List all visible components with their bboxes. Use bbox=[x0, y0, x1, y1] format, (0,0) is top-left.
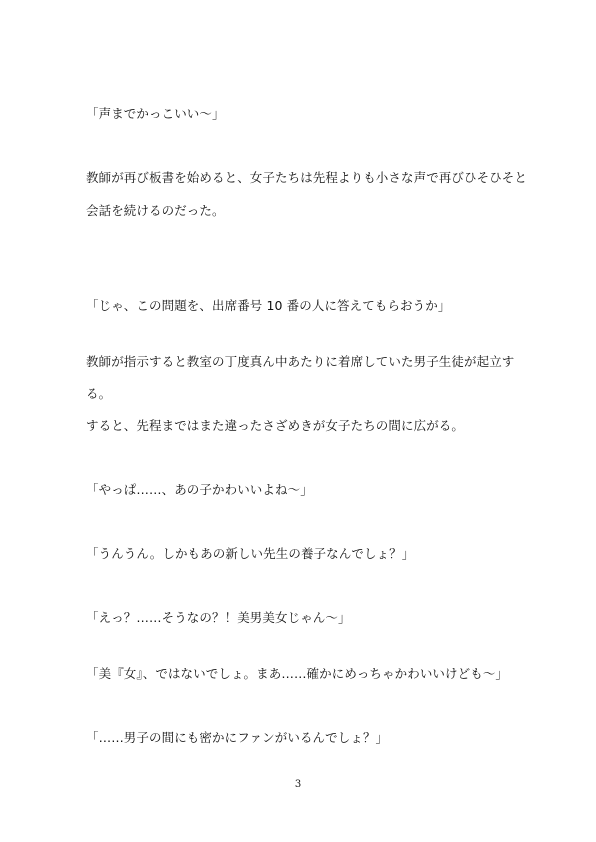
page-number: 3 bbox=[294, 779, 302, 790]
narration-line: 教師が指示すると教室の丁度真ん中あたりに着席していた男子生徒が起立す bbox=[86, 354, 515, 369]
narration-line: 教師が再び板書を始めると、女子たちは先程よりも小さな声で再びひそひそと bbox=[86, 170, 528, 185]
dialogue-line: 「美『女』、ではないでしょ。まあ……確かにめっちゃかわいいけども～」 bbox=[86, 666, 509, 681]
dialogue-line: 「……男子の間にも密かにファンがいるんでしょ？」 bbox=[86, 730, 389, 745]
dialogue-line: 「じゃ、この問題を、出席番号 10 番の人に答えてもらおうか」 bbox=[86, 298, 451, 313]
narration-line: 会話を続けるのだった。 bbox=[86, 203, 225, 218]
dialogue-line: 「声までかっこいい～」 bbox=[86, 106, 225, 121]
narration-line: る。 bbox=[86, 386, 112, 401]
dialogue-line: 「えっ？……そうなの？！美男美女じゃん～」 bbox=[86, 610, 351, 625]
dialogue-line: 「うんうん。しかもあの新しい先生の養子なんでしょ？」 bbox=[86, 546, 415, 561]
dialogue-line: 「やっぱ……、あの子かわいいよね～」 bbox=[86, 482, 313, 497]
narration-line: すると、先程まではまた違ったさざめきが女子たちの間に広がる。 bbox=[86, 418, 465, 433]
